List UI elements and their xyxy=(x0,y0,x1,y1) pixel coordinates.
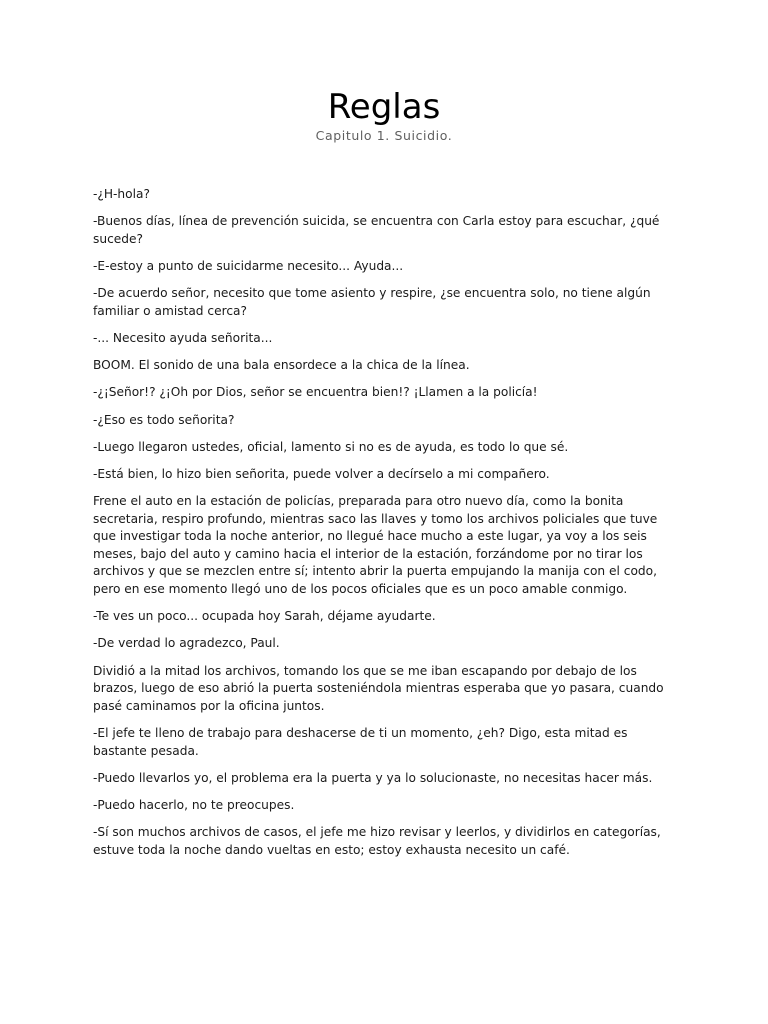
paragraph: -Está bien, lo hizo bien señorita, puede volver a decírselo a mi compañero. xyxy=(93,466,550,481)
paragraph: -E-estoy a punto de suicidarme necesito... Ayuda... xyxy=(93,258,404,273)
paragraph: -¿H-hola? xyxy=(93,187,150,201)
paragraph: Frene el auto en la estación de policías, preparada para otro nuevo día, como la bonita secretaria, respiro profundo, mientras saco las llaves y tomo los archivos policiales que tuve que investigar toda la noche anterior, no llegué hace mucho a este lugar, ya voy a los seis meses, bajo del auto y camino hacia el interior de la estación, forzándome por no tirar los archivos y que se mezclen entre sí; intento abrir la puerta empujando la manija con el codo, pero en ese momento llegó uno de los pocos oficiales que es un poco amable conmigo. xyxy=(93,494,658,597)
paragraph: -Buenos días, línea de prevención suicida, se encuentra con Carla estoy para escuchar, ¿qué sucede? xyxy=(93,214,660,246)
paragraph: -... Necesito ayuda señorita... xyxy=(93,330,273,345)
paragraph: -Puedo hacerlo, no te preocupes. xyxy=(93,797,295,812)
document-title: Reglas xyxy=(327,87,441,127)
paragraph: -De verdad lo agradezco, Paul. xyxy=(93,636,280,651)
paragraph: BOOM. El sonido de una bala ensordece a la chica de la línea. xyxy=(93,358,470,373)
chapter-subtitle: Capitulo 1. Suicidio. xyxy=(315,128,453,143)
paragraph: -¿Eso es todo señorita? xyxy=(93,412,235,427)
paragraph: -Puedo llevarlos yo, el problema era la puerta y ya lo solucionaste, no necesitas hacer más. xyxy=(93,770,653,785)
paragraph: -Luego llegaron ustedes, oficial, lamento si no es de ayuda, es todo lo que sé. xyxy=(93,439,569,454)
paragraph: -Te ves un poco... ocupada hoy Sarah, déjame ayudarte. xyxy=(93,609,436,624)
paragraph: -El jefe te lleno de trabajo para deshacerse de ti un momento, ¿eh? Digo, esta mitad es bastante pesada. xyxy=(93,725,628,758)
paragraph: -Sí son muchos archivos de casos, el jefe me hizo revisar y leerlos, y dividirlos en categorías, estuve toda la noche dando vueltas en esto; estoy exhausta necesito un café. xyxy=(93,825,661,857)
paragraph: -De acuerdo señor, necesito que tome asiento y respire, ¿se encuentra solo, no tiene algún familiar o amistad cerca? xyxy=(93,286,651,318)
paragraph: Dividió a la mitad los archivos, tomando los que se me iban escapando por debajo de los brazos, luego de eso abrió la puerta sosteniéndola mientras esperaba que yo pasara, cuando pasé caminamos por la oficina juntos. xyxy=(93,663,664,713)
paragraph: -¿¡Señor!? ¿¡Oh por Dios, señor se encuentra bien!? ¡Llamen a la policía! xyxy=(93,385,538,400)
document-body xyxy=(93,186,679,869)
